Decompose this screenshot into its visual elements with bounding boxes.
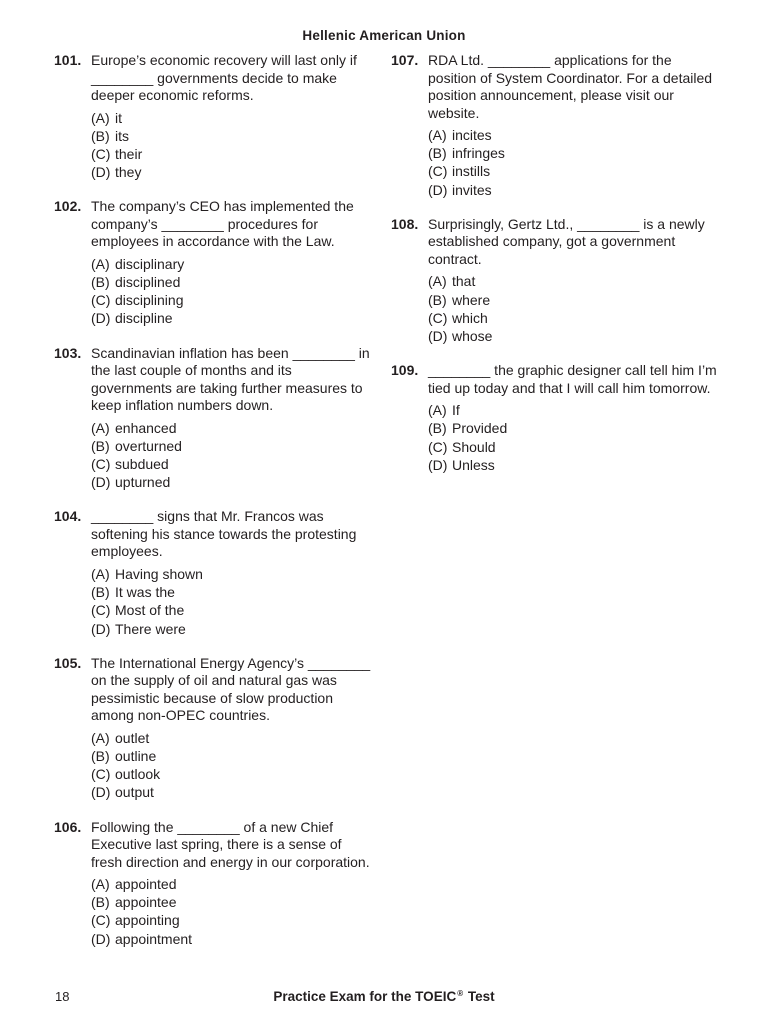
question-stem: The company’s CEO has implemented the company’s ________ procedures for employees in accordance with the Law. (91, 198, 354, 250)
option-letter: (A) (91, 565, 110, 582)
question-109 (391, 362, 721, 474)
option-a (91, 729, 376, 747)
option-c (91, 291, 376, 309)
question-stem: RDA Ltd. ________ applications for the position of System Coordinator. For a detailed position announcement, please visit our website. (428, 52, 713, 121)
option-letter: (D) (91, 164, 111, 181)
option-text: outlet (115, 729, 150, 746)
question-stem: ________ the graphic designer call tell him I’m tied up today and that I will call him tomorrow. (428, 362, 717, 396)
question-stem: Europe’s economic recovery will last only if ________ governments decide to make deeper economic reforms. (91, 52, 357, 103)
option-letter: (A) (428, 273, 447, 290)
answer-options (91, 565, 376, 638)
answer-options (91, 419, 376, 492)
option-text: its (115, 127, 129, 144)
option-letter: (D) (428, 181, 448, 198)
answer-options (91, 255, 376, 328)
option-text: incites (452, 127, 492, 143)
spacer (54, 328, 376, 345)
option-text: whose (452, 327, 493, 344)
answer-options (91, 729, 376, 802)
option-letter: (D) (91, 310, 111, 327)
option-c (428, 162, 721, 180)
option-text: Having shown (115, 565, 203, 582)
option-a (91, 875, 376, 893)
option-text: invites (452, 181, 492, 198)
option-text: they (115, 164, 142, 181)
question-stem: Scandinavian inflation has been ________ in the last couple of months and its governments are taking further measures to keep inflation numbers down. (91, 344, 370, 414)
question-number: 105. (54, 654, 82, 671)
option-c (91, 911, 376, 929)
question-stem: Surprisingly, Gertz Ltd., ________ is a newly established company, got a government contract. (428, 215, 705, 267)
option-letter: (A) (428, 402, 447, 419)
option-c (91, 455, 376, 473)
spacer (54, 181, 376, 198)
option-d (91, 620, 376, 638)
option-letter: (B) (428, 420, 447, 437)
option-b (91, 747, 376, 765)
question-104 (54, 508, 376, 637)
option-c (91, 601, 376, 619)
option-letter: (C) (91, 912, 111, 929)
option-letter: (C) (91, 766, 111, 783)
question-number: 109. (391, 362, 419, 379)
option-text: disciplinary (115, 255, 185, 272)
spacer (391, 345, 721, 362)
option-b (428, 291, 721, 309)
option-d (91, 930, 376, 948)
option-c (91, 145, 376, 163)
option-b (91, 583, 376, 601)
spacer (391, 199, 721, 216)
question-number: 104. (54, 508, 82, 525)
option-a (91, 109, 376, 127)
question-number: 108. (391, 215, 419, 232)
option-text: their (115, 145, 143, 162)
spacer (54, 638, 376, 655)
footer-title-suffix: Test (464, 989, 495, 1004)
option-d (91, 783, 376, 801)
option-b (91, 437, 376, 455)
option-letter: (B) (91, 747, 110, 764)
question-stem: The International Energy Agency’s ________ on the supply of oil and natural gas was pessimistic because of slow production among non-OPEC countries. (91, 654, 371, 724)
option-d (428, 327, 721, 345)
option-text: outlook (115, 766, 161, 783)
option-letter: (A) (91, 109, 110, 126)
option-letter: (D) (91, 474, 111, 491)
option-letter: (C) (91, 292, 111, 309)
page-number: 18 (55, 989, 70, 1004)
option-text: output (115, 784, 154, 801)
option-letter: (D) (91, 784, 111, 801)
option-text: that (452, 273, 476, 290)
option-text: it (115, 109, 122, 126)
answer-options (91, 109, 376, 182)
option-letter: (C) (91, 456, 111, 473)
option-letter: (C) (428, 163, 448, 180)
question-107 (391, 52, 721, 199)
option-d (428, 456, 721, 474)
option-text: It was the (115, 584, 175, 601)
option-text: disciplining (115, 292, 184, 309)
option-letter: (D) (428, 327, 448, 344)
answer-options (428, 401, 721, 474)
option-letter: (B) (91, 127, 110, 144)
option-letter: (B) (428, 291, 447, 308)
option-letter: (C) (91, 145, 111, 162)
option-d (428, 181, 721, 199)
option-letter: (D) (91, 620, 111, 637)
option-text: discipline (115, 310, 173, 327)
question-number: 107. (391, 52, 419, 68)
answer-options (428, 272, 721, 345)
option-text: where (452, 291, 491, 308)
option-text: instills (452, 163, 491, 180)
option-text: Most of the (115, 602, 185, 619)
option-text: infringes (452, 145, 505, 162)
option-letter: (B) (91, 584, 110, 601)
question-number: 101. (54, 52, 82, 68)
question-number: 102. (54, 198, 82, 215)
question-stem: Following the ________ of a new Chief Executive last spring, there is a sense of fresh direction and energy in our corporation. (91, 818, 370, 870)
option-text: outline (115, 747, 157, 764)
option-a (91, 565, 376, 583)
question-number: 106. (54, 818, 82, 835)
left-column (54, 52, 376, 948)
spacer (54, 802, 376, 819)
option-d (91, 163, 376, 181)
option-b (91, 893, 376, 911)
option-letter: (B) (428, 145, 447, 162)
option-text: appointed (115, 876, 177, 893)
option-b (428, 144, 721, 162)
option-text: upturned (115, 474, 171, 491)
answer-options (91, 875, 376, 948)
option-letter: (A) (428, 127, 447, 143)
question-101 (54, 52, 376, 181)
right-column (391, 52, 721, 474)
option-text: There were (115, 620, 186, 637)
option-b (91, 273, 376, 291)
option-a (91, 419, 376, 437)
question-106 (54, 819, 376, 948)
footer-title-text: Practice Exam for the TOEIC (273, 989, 457, 1004)
option-text: enhanced (115, 419, 177, 436)
question-number: 103. (54, 344, 82, 361)
spacer (54, 491, 376, 508)
footer-title (0, 989, 768, 1004)
option-text: Provided (452, 420, 508, 437)
option-text: subdued (115, 456, 169, 473)
option-text: Should (452, 438, 496, 455)
option-text: If (452, 402, 460, 419)
option-b (91, 127, 376, 145)
page-header: Hellenic American Union (302, 28, 466, 43)
option-letter: (D) (428, 456, 448, 473)
option-text: which (452, 309, 488, 326)
option-text: disciplined (115, 274, 181, 291)
question-102 (54, 198, 376, 327)
option-a (428, 401, 721, 419)
option-letter: (B) (91, 894, 110, 911)
option-letter: (D) (91, 930, 111, 947)
question-stem: ________ signs that Mr. Francos was softening his stance towards the protesting employees. (91, 508, 357, 560)
option-letter: (A) (91, 729, 110, 746)
option-letter: (C) (91, 602, 111, 619)
option-text: appointing (115, 912, 180, 929)
option-a (428, 126, 721, 144)
option-c (428, 309, 721, 327)
option-letter: (B) (91, 437, 110, 454)
option-letter: (A) (91, 419, 110, 436)
registered-mark: ® (457, 989, 464, 998)
option-text: overturned (115, 437, 182, 454)
option-d (91, 309, 376, 327)
option-c (91, 765, 376, 783)
option-text: appointee (115, 894, 177, 911)
option-letter: (C) (428, 309, 448, 326)
question-103 (54, 345, 376, 492)
option-text: appointment (115, 930, 193, 947)
option-text: Unless (452, 456, 495, 473)
option-a (91, 255, 376, 273)
question-105 (54, 655, 376, 802)
option-b (428, 419, 721, 437)
option-letter: (C) (428, 438, 448, 455)
answer-options (428, 126, 721, 199)
option-a (428, 272, 721, 290)
option-letter: (A) (91, 876, 110, 893)
option-d (91, 473, 376, 491)
option-c (428, 438, 721, 456)
option-letter: (B) (91, 274, 110, 291)
question-108 (391, 216, 721, 345)
option-letter: (A) (91, 255, 110, 272)
